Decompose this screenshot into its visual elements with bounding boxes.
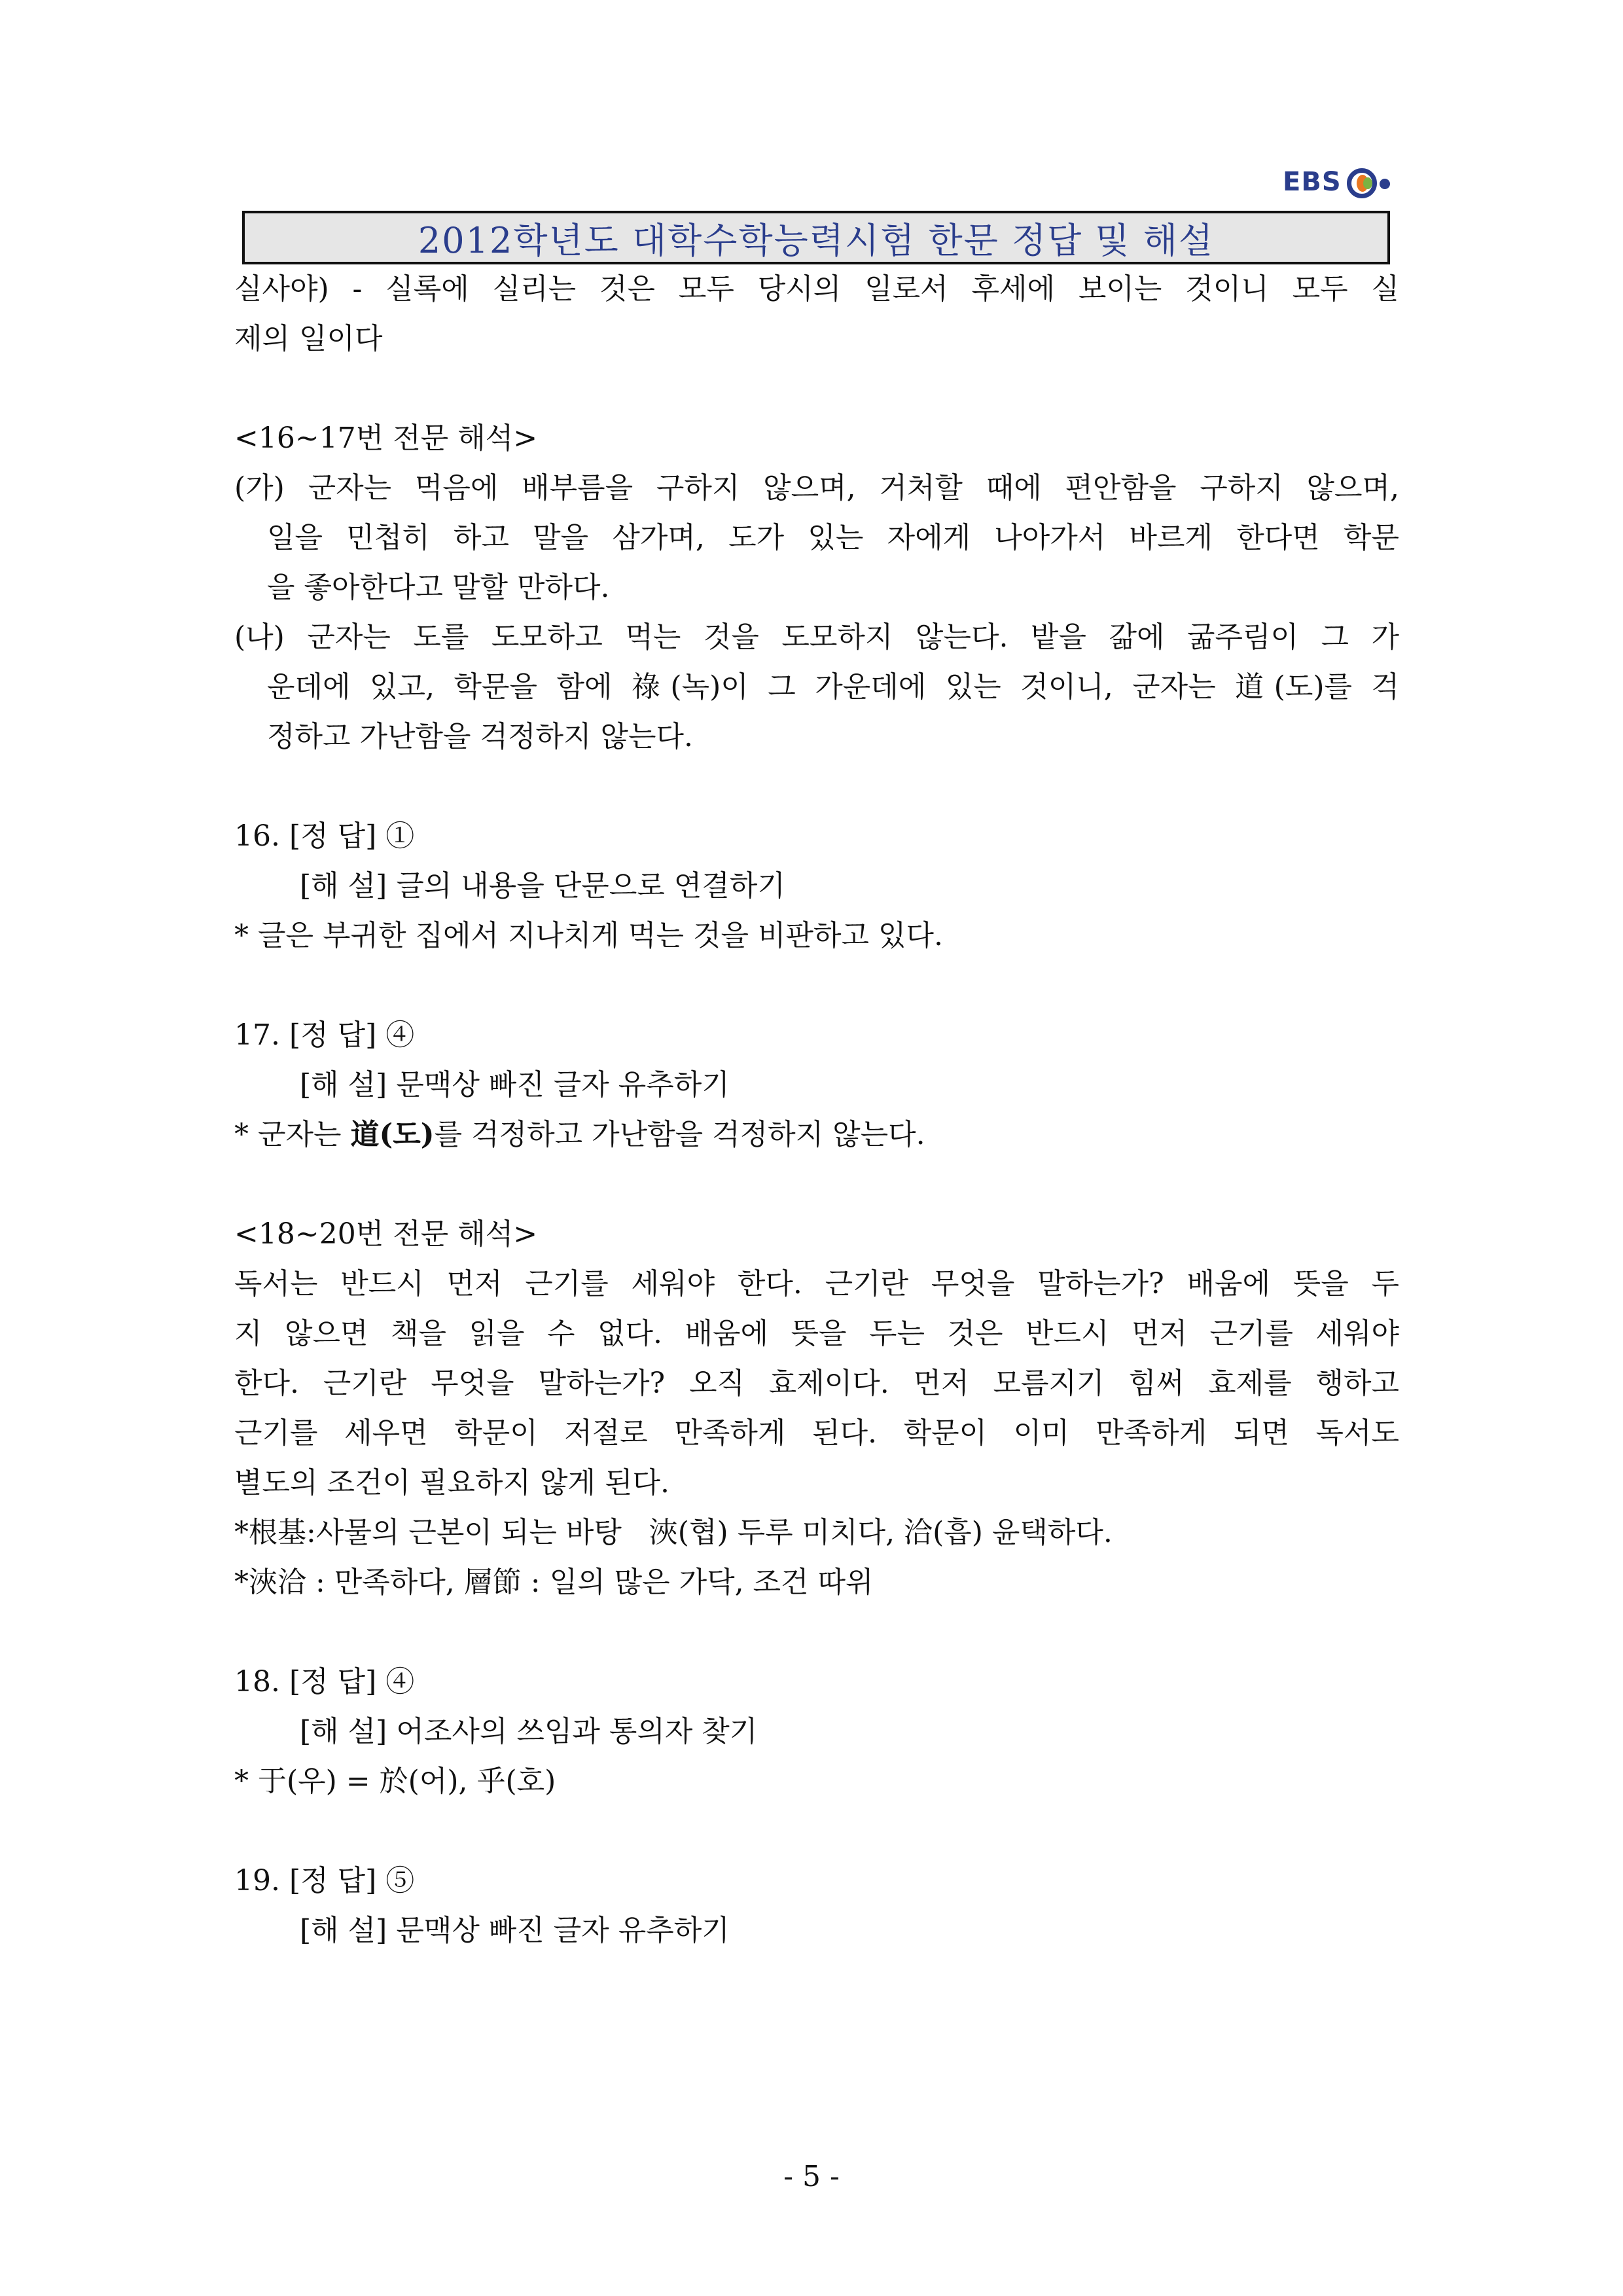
ga-paragraph-line: 일을 민첩히 하고 말을 삼가며, 도가 있는 자에게 나아가서 바르게 한다면 학문 [267,521,1399,554]
continued-line: 실사야) - 실록에 실리는 것은 모두 당시의 일로서 후세에 보이는 것이니 모두 실 [234,272,1399,306]
translation-line: 지 않으면 책을 읽을 수 없다. 배움에 뜻을 두는 것은 반드시 먼저 근기를 세워야 [234,1317,1399,1350]
q19-answer: 19. [정 답] ⑤ [234,1864,415,1897]
ebs-logo [1283,156,1400,208]
translation-line: 독서는 반드시 먼저 근기를 세워야 한다. 근기란 무엇을 말하는가? 배움에 뜻을 두 [234,1267,1399,1300]
q16-note: * 글은 부귀한 집에서 지나치게 먹는 것을 비판하고 있다. [234,919,943,952]
gloss-line: *浹洽 : 만족하다, 層節 : 일의 많은 가닥, 조건 따위 [234,1566,874,1599]
gloss-line: *根基:사물의 근본이 되는 바탕 浹(협) 두루 미치다, 洽(흡) 윤택하다. [234,1516,1113,1549]
q18-answer: 18. [정 답] ④ [234,1665,415,1698]
q17-note-pre: * 군자는 [234,1118,351,1151]
q17-note [234,1110,1399,1160]
q16-explanation: [해 설] 글의 내용을 단문으로 연결하기 [300,869,785,903]
q17-answer: 17. [정 답] ④ [234,1018,415,1052]
document-body [234,264,1399,1956]
ga-paragraph-line: 을 좋아한다고 말할 만하다. [267,571,610,604]
section-heading: <18~20번 전문 해석> [234,1217,538,1251]
title-box [242,211,1390,264]
q17-note-bold: 道(도) [350,1118,435,1151]
page-number: - 5 - [783,2160,840,2193]
q18-explanation: [해 설] 어조사의 쓰임과 통의자 찾기 [300,1715,758,1748]
page-title: 2012학년도 대학수학능력시험 한문 정답 및 해설 [418,219,1215,261]
section-heading: <16~17번 전문 해석> [234,422,538,455]
q19-explanation: [해 설] 문맥상 빠진 글자 유추하기 [300,1914,730,1947]
ebs-logo-icon [1347,164,1393,200]
logo-text: EBS [1283,167,1342,197]
q16-answer: 16. [정 답] ① [234,819,415,853]
q18-note: * 于(우) = 於(어), 乎(호) [234,1765,556,1798]
q17-explanation: [해 설] 문맥상 빠진 글자 유추하기 [300,1068,730,1102]
continued-line: 제의 일이다 [234,322,383,355]
translation-line: 한다. 근기란 무엇을 말하는가? 오직 효제이다. 먼저 모름지기 힘써 효제를 행하고 [234,1367,1399,1400]
na-paragraph-line: (나) 군자는 도를 도모하고 먹는 것을 도모하지 않는다. 밭을 갊에 굶주림이 그 가 [234,620,1399,654]
na-paragraph-line: 정하고 가난함을 걱정하지 않는다. [267,720,693,753]
ga-paragraph-line: (가) 군자는 먹음에 배부름을 구하지 않으며, 거처할 때에 편안함을 구하지 않으며, [234,471,1399,505]
translation-line: 근기를 세우면 학문이 저절로 만족하게 된다. 학문이 이미 만족하게 되면 독서도 [234,1416,1399,1450]
na-paragraph-line: 운데에 있고, 학문을 함에 祿(녹)이 그 가운데에 있는 것이니, 군자는 道(도)를 걱 [267,670,1399,704]
q17-note-post: 를 걱정하고 가난함을 걱정하지 않는다. [434,1118,925,1151]
translation-line: 별도의 조건이 필요하지 않게 된다. [234,1466,669,1499]
